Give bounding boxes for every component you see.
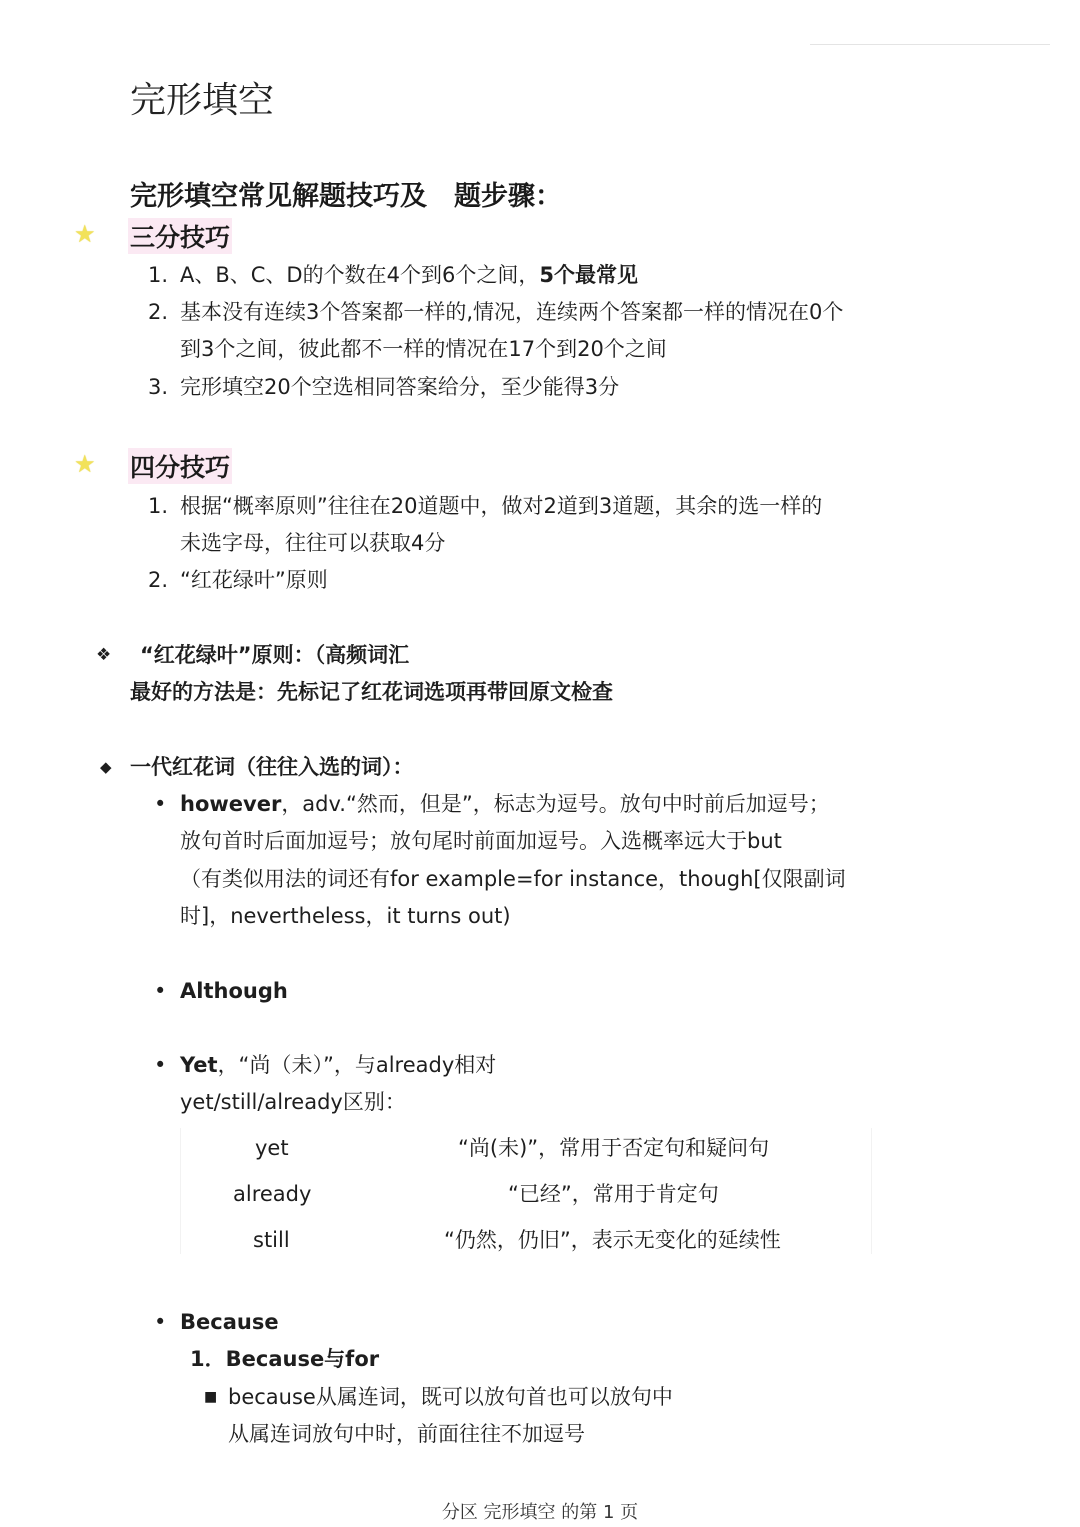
- item-text: A、B、C、D的个数在4个到6个之间，: [180, 263, 540, 287]
- top-divider: [810, 44, 1050, 45]
- because-note-1: because从属连词，既可以放句首也可以放句中: [228, 1385, 673, 1409]
- sub-number: 1．: [190, 1347, 226, 1371]
- keyword: however: [180, 792, 282, 816]
- rule-method: 最好的方法是：先标记了红花词选项再带回原文检查: [130, 680, 613, 704]
- item-number: 1.: [148, 494, 169, 518]
- star-icon: ★: [74, 220, 96, 248]
- page-footer: 分区 完形填空 的第 1 页: [441, 1502, 639, 1523]
- bullet-dot-icon: •: [154, 979, 167, 1003]
- keyword: Yet: [180, 1053, 218, 1077]
- item-number: 2.: [148, 568, 169, 592]
- list-item: [148, 562, 328, 599]
- list-item: [148, 488, 822, 525]
- list-item: [148, 294, 843, 331]
- however-line3: （有类似用法的词还有for example=for instance，though[仅限副词: [180, 867, 846, 891]
- keyword-desc: ，adv.“然而，但是”，标志为逗号。放句中时前后加逗号；: [281, 792, 830, 816]
- item-number: 3.: [148, 375, 169, 399]
- item-text: “红花绿叶”原则: [180, 568, 328, 592]
- however-line: [180, 786, 830, 823]
- item-text-continued: 未选字母，往往可以获取4分: [180, 531, 446, 555]
- item-text: 基本没有连续3个答案都一样的,情况，连续两个答案都一样的情况在0个: [180, 300, 844, 324]
- sub-title: Because与for: [225, 1347, 380, 1371]
- because-subheading: [190, 1341, 379, 1378]
- diamond-icon: ◆: [100, 758, 112, 776]
- however-line2: 放句首时后面加逗号；放句尾时前面加逗号。入选概率远大于but: [180, 829, 782, 853]
- keyword-because: Because: [180, 1310, 279, 1334]
- table-word: already: [233, 1182, 312, 1206]
- bullet-dot-icon: •: [154, 1053, 167, 1077]
- yet-line: [180, 1047, 496, 1084]
- item-number: 2.: [148, 300, 169, 324]
- yet-compare-label: yet/still/already区别：: [180, 1090, 406, 1114]
- table-meaning: “尚(未)”，常用于否定句和疑问句: [458, 1136, 770, 1160]
- generation-title: 一代红花词（往往入选的词）：: [130, 755, 414, 779]
- however-line4: 时]，nevertheless，it turns out): [180, 904, 511, 928]
- table-word: still: [253, 1228, 290, 1252]
- item-text-continued: 到3个之间，彼此都不一样的情况在17个到20个之间: [180, 337, 667, 361]
- item-number: 1.: [148, 263, 169, 287]
- table-meaning: “仍然，仍旧”，表示无变化的延续性: [444, 1228, 781, 1252]
- because-note-2: 从属连词放句中时，前面往往不加逗号: [228, 1422, 585, 1446]
- bullet-dot-icon: •: [154, 792, 167, 816]
- table-word: yet: [255, 1136, 289, 1160]
- square-bullet-icon: ■: [204, 1389, 218, 1405]
- bullet-dot-icon: •: [154, 1310, 167, 1334]
- item-bold-text: 5个最常见: [539, 263, 638, 287]
- table-meaning: “已经”，常用于肯定句: [508, 1182, 719, 1206]
- section-title-three: 三分技巧: [128, 218, 232, 254]
- list-item: [148, 369, 619, 406]
- list-item: [148, 257, 638, 294]
- rule-title: “红花绿叶”原则：（高频词汇: [140, 643, 410, 667]
- item-text: 根据“概率原则”往往在20道题中，做对2道到3道题，其余的选一样的: [180, 494, 823, 518]
- keyword-desc: ，“尚（未）”，与already相对: [217, 1053, 497, 1077]
- keyword-although: Although: [180, 979, 288, 1003]
- item-text: 完形填空20个空选相同答案给分，至少能得3分: [180, 375, 620, 399]
- star-icon: ★: [74, 450, 96, 478]
- page-title: 完形填空: [130, 80, 275, 121]
- diamond-cluster-icon: ❖: [96, 645, 112, 665]
- main-heading: 完形填空常见解题技巧及 题步骤：: [130, 181, 562, 212]
- section-title-four: 四分技巧: [128, 448, 232, 484]
